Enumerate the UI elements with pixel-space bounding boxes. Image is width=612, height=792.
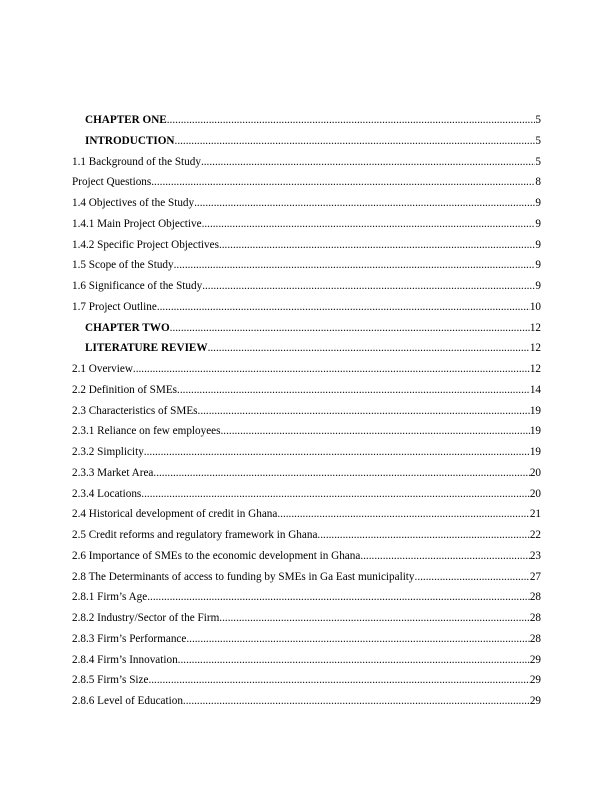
- toc-entry-page: 19: [529, 446, 541, 458]
- dot-leader: [175, 131, 536, 152]
- toc-entry-title: INTRODUCTION: [85, 134, 175, 147]
- dot-leader: [157, 297, 530, 318]
- toc-entry-page: 12: [529, 363, 541, 375]
- toc-entry-page: 9: [535, 259, 541, 272]
- dot-leader: [151, 172, 535, 193]
- dot-leader: [174, 255, 536, 276]
- dot-leader: [202, 214, 536, 235]
- toc-entry-page: 9: [535, 197, 541, 209]
- toc-entry[interactable]: [72, 380, 541, 401]
- dot-leader: [186, 629, 529, 650]
- dot-leader: [198, 401, 530, 422]
- toc-entry[interactable]: [72, 193, 541, 214]
- toc-entry-title: 1.4.1 Main Project Objective: [72, 217, 202, 230]
- toc-entry-page: 12: [529, 342, 541, 355]
- toc-entry-title: 2.1 Overview: [72, 363, 133, 375]
- toc-entry-page: 5: [535, 155, 541, 168]
- toc-entry[interactable]: [72, 484, 541, 505]
- dot-leader: [183, 691, 530, 712]
- toc-entry-page: 28: [529, 591, 541, 604]
- toc-entry[interactable]: [72, 567, 541, 588]
- toc-entry-title: LITERATURE REVIEW: [85, 342, 208, 355]
- toc-entry[interactable]: [72, 670, 541, 691]
- toc-entry-title: 2.4 Historical development of credit in Ghana: [72, 508, 278, 521]
- toc-entry[interactable]: [72, 131, 541, 152]
- toc-entry-title: CHAPTER TWO: [85, 321, 170, 334]
- toc-entry-title: 2.8 The Determinants of access to funding by SMEs in Ga East municipality: [72, 570, 415, 583]
- toc-entry-title: 2.8.1 Firm’s Age: [72, 591, 148, 604]
- dot-leader: [148, 670, 529, 691]
- toc-entry-title: 2.3.1 Reliance on few employees: [72, 425, 221, 438]
- toc-entry-title: 1.4 Objectives of the Study: [72, 197, 195, 209]
- toc-entry[interactable]: [72, 629, 541, 650]
- toc-entry-page: 23: [529, 549, 541, 562]
- dot-leader: [219, 235, 535, 256]
- toc-entry-page: 8: [535, 176, 541, 189]
- dot-leader: [147, 587, 530, 608]
- toc-entry-title: 2.6 Importance of SMEs to the economic development in Ghana: [72, 549, 361, 562]
- toc-entry[interactable]: [72, 401, 541, 422]
- dot-leader: [317, 525, 529, 546]
- dot-leader: [219, 608, 530, 629]
- toc-entry-title: 2.3.3 Market Area: [72, 466, 154, 479]
- toc-entry-title: 2.3.2 Simplicity: [72, 446, 144, 458]
- toc-entry[interactable]: [72, 214, 541, 235]
- toc-entry-page: 19: [529, 425, 541, 438]
- toc-entry-page: 9: [535, 217, 541, 230]
- dot-leader: [153, 463, 529, 484]
- dot-leader: [277, 504, 529, 525]
- toc-entry-title: 2.3 Characteristics of SMEs: [72, 404, 198, 417]
- toc-entry-title: 1.4.2 Specific Project Objectives: [72, 238, 219, 251]
- toc-entry-page: 14: [529, 383, 541, 396]
- toc-entry[interactable]: [72, 359, 541, 380]
- dot-leader: [194, 193, 535, 214]
- toc-entry-page: 27: [529, 570, 541, 583]
- toc-entry-title: 2.8.5 Firm’s Size: [72, 674, 149, 687]
- dot-leader: [177, 380, 530, 401]
- toc-entry[interactable]: [72, 546, 541, 567]
- toc-entry[interactable]: [72, 318, 541, 339]
- toc-entry[interactable]: [72, 504, 541, 525]
- toc-entry[interactable]: [72, 297, 541, 318]
- toc-entry[interactable]: [72, 691, 541, 712]
- toc-entry-page: 21: [529, 508, 541, 521]
- toc-entry[interactable]: [72, 421, 541, 442]
- toc-entry-title: 2.8.2 Industry/Sector of the Firm: [72, 612, 220, 624]
- toc-entry-page: 10: [529, 300, 541, 313]
- dot-leader: [208, 338, 530, 359]
- toc-entry-page: 5: [535, 114, 541, 126]
- toc-entry[interactable]: [72, 276, 541, 297]
- toc-entry[interactable]: [72, 442, 541, 463]
- toc-entry-title: 2.8.6 Level of Education: [72, 695, 183, 707]
- toc-entry-page: 28: [529, 632, 541, 645]
- toc-entry-title: 1.6 Significance of the Study: [72, 280, 203, 292]
- toc-entry-page: 20: [529, 466, 541, 479]
- toc-entry-title: 1.5 Scope of the Study: [72, 259, 174, 272]
- dot-leader: [360, 546, 529, 567]
- toc-entry-page: 19: [529, 404, 541, 417]
- toc-entry-page: 29: [529, 653, 541, 666]
- table-of-contents: [72, 110, 541, 712]
- toc-entry-page: 9: [535, 280, 541, 292]
- dot-leader: [170, 318, 530, 339]
- dot-leader: [144, 442, 530, 463]
- toc-entry[interactable]: [72, 255, 541, 276]
- toc-entry-title: 2.3.4 Locations: [72, 487, 142, 500]
- toc-entry-title: 2.5 Credit reforms and regulatory framework in Ghana: [72, 529, 318, 541]
- toc-entry-page: 9: [535, 238, 541, 251]
- toc-entry[interactable]: [72, 608, 541, 629]
- toc-entry[interactable]: [72, 525, 541, 546]
- toc-entry-title: 2.2 Definition of SMEs: [72, 383, 178, 396]
- dot-leader: [221, 421, 530, 442]
- toc-entry-page: 12: [529, 321, 541, 334]
- dot-leader: [167, 110, 536, 131]
- dot-leader: [202, 276, 535, 297]
- toc-entry[interactable]: [72, 650, 541, 671]
- dot-leader: [201, 152, 535, 173]
- toc-entry[interactable]: [72, 152, 541, 173]
- toc-entry[interactable]: [72, 172, 541, 193]
- toc-entry-page: 29: [529, 695, 541, 707]
- toc-entry-title: 1.1 Background of the Study: [72, 155, 201, 168]
- toc-entry-title: 2.8.4 Firm’s Innovation: [72, 653, 178, 666]
- toc-entry-page: 20: [529, 487, 541, 500]
- toc-entry-title: Project Questions: [72, 176, 152, 189]
- toc-entry-page: 22: [529, 529, 541, 541]
- dot-leader: [178, 650, 530, 671]
- toc-entry-title: 2.8.3 Firm’s Performance: [72, 632, 187, 645]
- toc-entry-title: 1.7 Project Outline: [72, 300, 157, 313]
- toc-entry-title: CHAPTER ONE: [85, 114, 167, 126]
- toc-entry-page: 5: [535, 134, 541, 147]
- toc-entry[interactable]: [72, 587, 541, 608]
- dot-leader: [141, 484, 530, 505]
- toc-entry-page: 28: [529, 612, 541, 624]
- dot-leader: [415, 567, 530, 588]
- toc-entry[interactable]: [72, 235, 541, 256]
- toc-entry[interactable]: [72, 463, 541, 484]
- toc-entry[interactable]: [72, 110, 541, 131]
- toc-entry-page: 29: [529, 674, 541, 687]
- dot-leader: [133, 359, 530, 380]
- toc-entry[interactable]: [72, 338, 541, 359]
